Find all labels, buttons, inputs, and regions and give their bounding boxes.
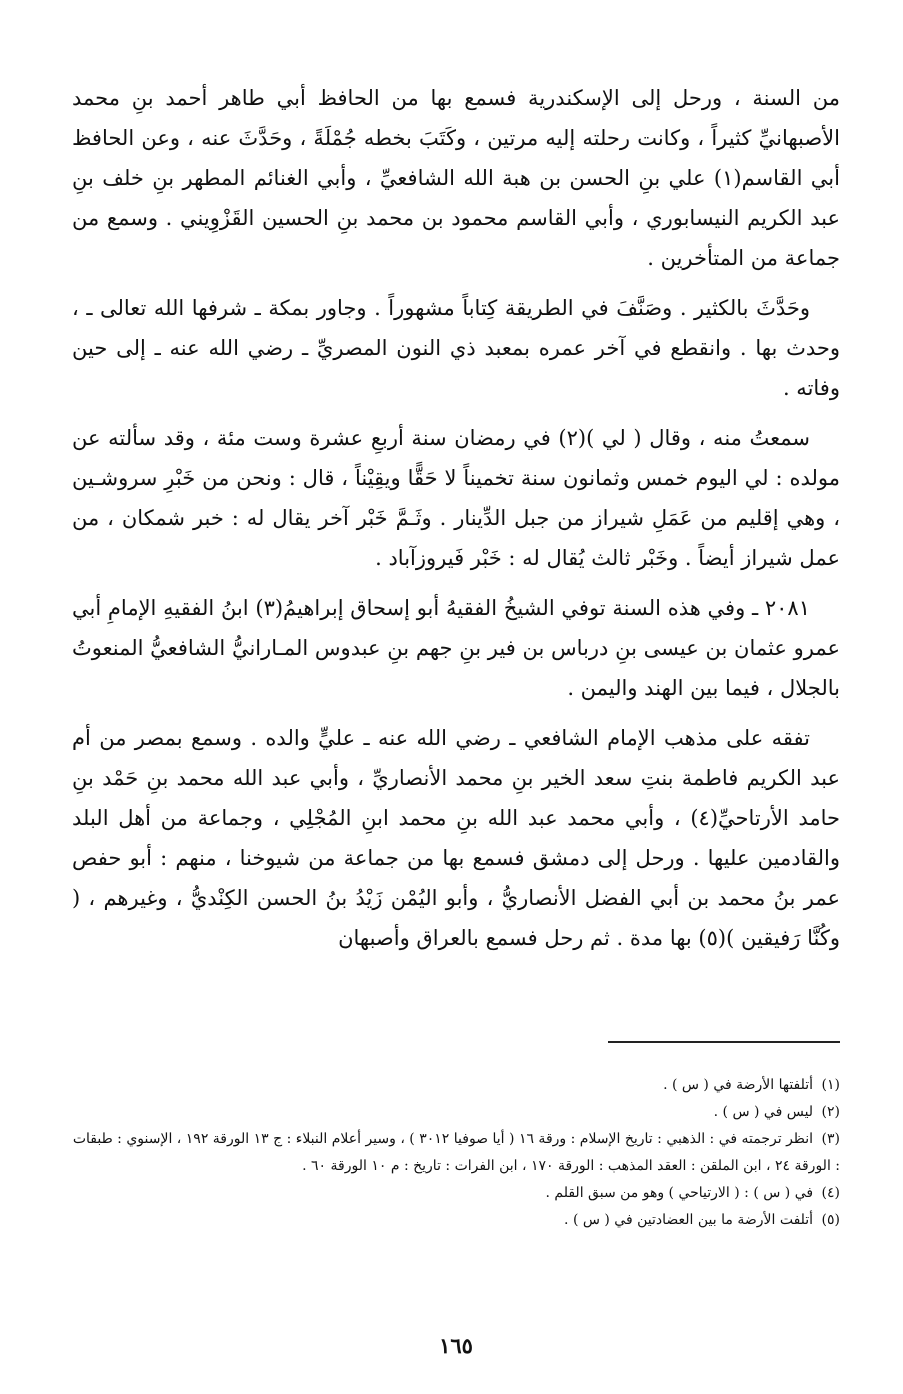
footnote-text: ليس في ( س ) .: [713, 1104, 814, 1120]
footnote-number: (١): [821, 1077, 840, 1093]
footnote-number: (٤): [821, 1185, 840, 1201]
footnote-3: [72, 1126, 840, 1180]
paragraph-1: من السنة ، ورحل إلى الإسكندرية فسمع بها من الحافظ أبي طاهر أحمد بنِ محمد الأصبهانيِّ كثيراً ، وكانت رحلته إليه مرتين ، وكَتَبَ بخطه جُمْلَةً ، وحَدَّثَ عنه ، وعن الحافظ أبي القاسم(١) علي بنِ الحسن بن هبة الله الشافعيِّ ، وأبي الغنائم المطهر بنِ خلف بنِ عبد الكريم النيسابوري ، وأبي القاسم محمود بن محمد بنِ الحسين القَزْوِيني . وسمع من جماعة من المتأخرين .: [72, 86, 840, 270]
paragraph-5: تفقه على مذهب الإمام الشافعي ـ رضي الله عنه ـ عليٍّ والده . وسمع بمصر من أم عبد الكريم فاطمة بنتِ سعد الخير بنِ محمد الأنصاريِّ ، وأبي عبد الله محمد بنِ حَمْد بنِ حامد الأرتاحيِّ(٤) ، وأبي محمد عبد الله بنِ محمد ابنِ المُجْلِي ، وجماعة من أهل البلد والقادمين عليها . ورحل إلى دمشق فسمع بها من جماعة من شيوخنا ، منهم : أبو حفص عمر بنُ محمد بن أبي الفضل الأنصاريُّ ، وأبو اليُمْن زَيْدُ بنُ الحسن الكِنْديُّ ، وغيرهم ، ( وكُنَّا رَفيقين )(٥) بها مدة . ثم رحل فسمع بالعراق وأصبهان: [72, 726, 840, 950]
page-number: ١٦٥: [439, 1333, 473, 1358]
footnote-text: في ( س ) : ( الارتياحي ) وهو من سبق القلم .: [545, 1185, 814, 1201]
main-text: [72, 78, 840, 958]
footnote-1: [72, 1072, 840, 1099]
footnotes: [72, 1072, 840, 1234]
footnote-number: (٣): [821, 1131, 840, 1147]
footnote-4: [72, 1180, 840, 1207]
footnote-text: انظر ترجمته في : الذهبي : تاريخ الإسلام : ورقة ١٦ ( أيا صوفيا ٣٠١٢ ) ، وسير أعلام النبلاء : ج ١٣ الورقة ١٩٢ ، الإسنوي : طبقات : الورقة ٢٤ ، ابن الملقن : العقد المذهب : الورقة ١٧٠ ، ابن الفرات : تاريخ : م ١٠ الورقة ٦٠ .: [72, 1131, 840, 1174]
footnote-2: [72, 1099, 840, 1126]
book-page: [72, 78, 840, 1368]
footnote-text: أتلفتها الأرضة في ( س ) .: [663, 1077, 814, 1093]
paragraph-2: وحَدَّثَ بالكثير . وصَنَّفَ في الطريقة كِتاباً مشهوراً . وجاور بمكة ـ شرفها الله تعالى ـ ، وحدث بها . وانقطع في آخر عمره بمعبد ذي النون المصريِّ ـ رضي الله عنه ـ إلى حين وفاته .: [72, 296, 840, 400]
footnote-divider: [608, 1041, 840, 1043]
paragraph-4-entry-2081: ٢٠٨١ ـ وفي هذه السنة توفي الشيخُ الفقيهُ أبو إسحاق إبراهيمُ(٣) ابنُ الفقيهِ الإمامِ أبي عمرو عثمان بن عيسى بنِ درباس بن فير بنِ جهم بنِ عبدوس المـارانيُّ الشافعيُّ المنعوتُ بالجلال ، فيما بين الهند واليمن .: [72, 596, 840, 700]
footnote-text: أتلفت الأرضة ما بين العضادتين في ( س ) .: [564, 1212, 814, 1228]
footnote-number: (٢): [821, 1104, 840, 1120]
footnote-number: (٥): [821, 1212, 840, 1228]
paragraph-3: سمعتُ منه ، وقال ( لي )(٢) في رمضان سنة أربعِ عشرة وست مئة ، وقد سألته عن مولده : لي اليوم خمس وثمانون سنة تخميناً لا حَقًّا ويقِيْناً ، قال : ونحن من خَبْرِ سروشـين ، وهي إقليم من عَمَلِ شيراز من جبل الدِّينار . وثَـمَّ خَبْر آخر يقال له : خبر شمكان ، من عمل شيراز أيضاً . وخَبْر ثالث يُقال له : خَبْر فَيروزآباد .: [72, 426, 840, 570]
footnote-5: [72, 1207, 840, 1234]
